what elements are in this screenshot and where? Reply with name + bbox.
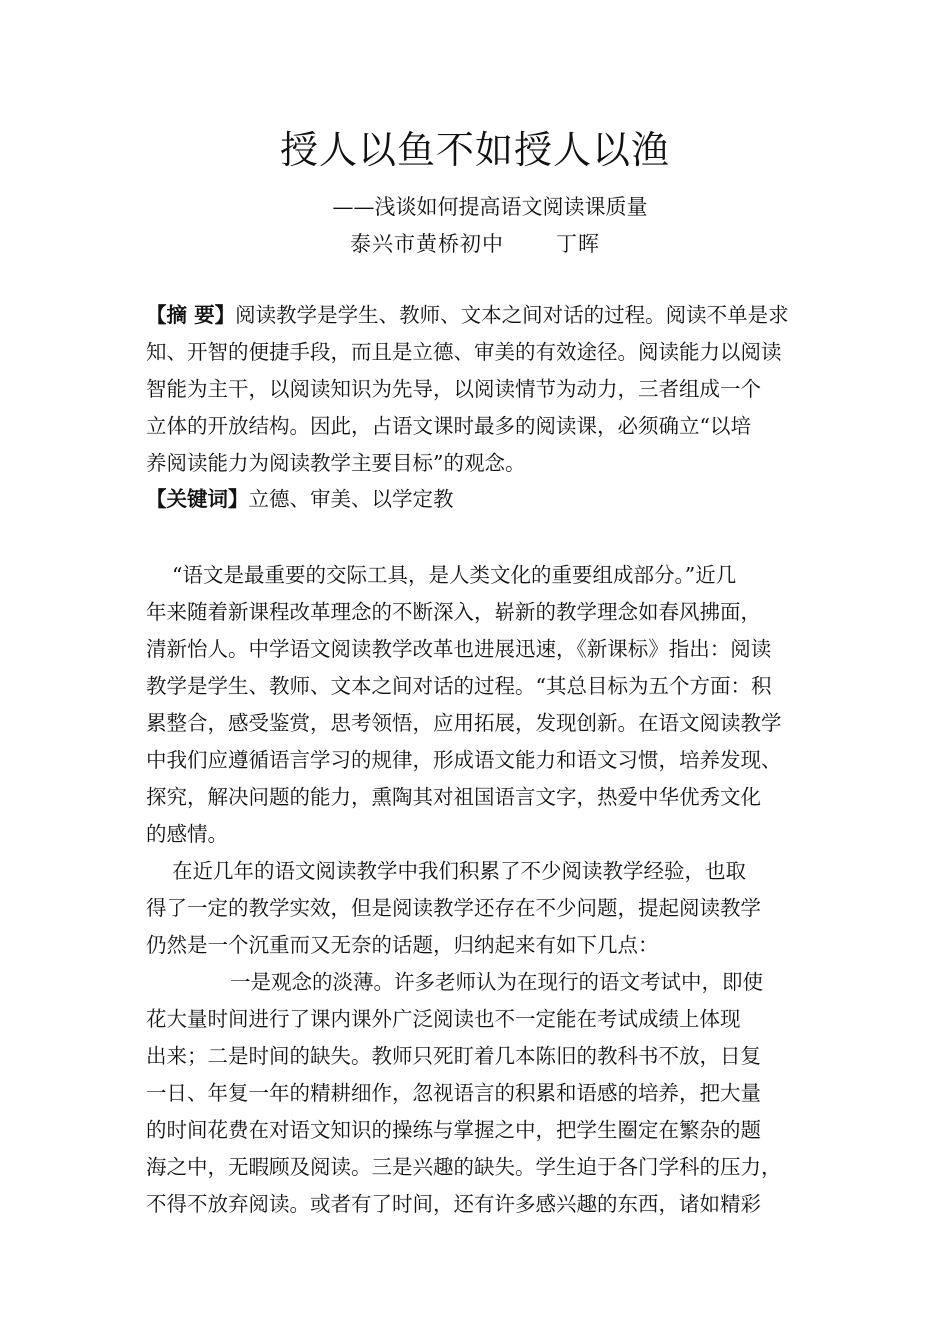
- body-text: [146, 557, 824, 1223]
- document-subtitle: ——浅谈如何提高语文阅读课质量: [332, 195, 648, 219]
- abstract-line: [146, 297, 824, 334]
- body-line: 得了一定的教学实效，但是阅读教学还存在不少问题，提起阅读教学: [146, 896, 761, 920]
- body-line: 一日、年复一年的精耕细作，忽视语言的积累和语感的培养，把大量: [146, 1081, 761, 1105]
- author-line: [0, 226, 950, 262]
- body-line: 累整合，感受鉴赏，思考领悟，应用拓展，发现创新。在语文阅读教学: [146, 711, 782, 735]
- body-line: 花大量时间进行了课内课外广泛阅读也不一定能在考试成绩上体现: [146, 1007, 741, 1031]
- keywords-label: 【关键词】: [146, 487, 249, 511]
- body-line: 海之中，无暇顾及阅读。三是兴趣的缺失。学生迫于各门学科的压力，: [146, 1155, 782, 1179]
- document-title: 授人以鱼不如授人以渔: [279, 128, 670, 172]
- author-affiliation: 泰兴市黄桥初中: [350, 232, 504, 256]
- keywords-text: 立德、审美、以学定教: [248, 487, 454, 511]
- body-line: 的感情。: [146, 822, 228, 846]
- body-line: 不得不放弃阅读。或者有了时间，还有许多感兴趣的东西，诸如精彩: [146, 1192, 761, 1216]
- author-name: 丁晖: [556, 232, 600, 256]
- keywords-section: [146, 481, 824, 518]
- body-line: 中我们应遵循语言学习的规律，形成语文能力和语文习惯，培养发现、: [146, 748, 782, 772]
- body-line: 教学是学生、教师、文本之间对话的过程。“其总目标为五个方面：积: [146, 674, 772, 698]
- body-line: 仍然是一个沉重而又无奈的话题，归纳起来有如下几点：: [146, 933, 659, 957]
- body-line: 一是观念的淡薄。许多老师认为在现行的语文考试中，即使: [230, 970, 763, 994]
- abstract-line: 立体的开放结构。因此，占语文课时最多的阅读课，必须确立“以培: [146, 414, 751, 438]
- body-line: 探究，解决问题的能力，熏陶其对祖国语言文字，热爱中华优秀文化: [146, 785, 761, 809]
- abstract-line: 知、开智的便捷手段，而且是立德、审美的有效途径。阅读能力以阅读: [146, 340, 782, 364]
- abstract-section: [146, 297, 824, 482]
- body-line: 清新怡人。中学语文阅读教学改革也进展迅速，《新课标》指出：阅读: [146, 637, 772, 661]
- abstract-label: 【摘 要】: [146, 303, 236, 327]
- body-line: 的时间花费在对语文知识的操练与掌握之中，把学生圈定在繁杂的题: [146, 1118, 761, 1142]
- body-line: 年来随着新课程改革理念的不断深入，崭新的教学理念如春风拂面，: [146, 600, 761, 624]
- abstract-text: 阅读教学是学生、教师、文本之间对话的过程。阅读不单是求: [235, 303, 789, 327]
- abstract-line: 养阅读能力为阅读教学主要目标”的观念。: [146, 451, 526, 475]
- body-line: 出来；二是时间的缺失。教师只死盯着几本陈旧的教科书不放，日复: [146, 1044, 761, 1068]
- abstract-line: 智能为主干，以阅读知识为先导，以阅读情节为动力，三者组成一个: [146, 377, 761, 401]
- body-line: 在近几年的语文阅读教学中我们积累了不少阅读教学经验，也取: [172, 859, 746, 883]
- body-line: “语文是最重要的交际工具，是人类文化的重要组成部分。”近几: [172, 563, 737, 587]
